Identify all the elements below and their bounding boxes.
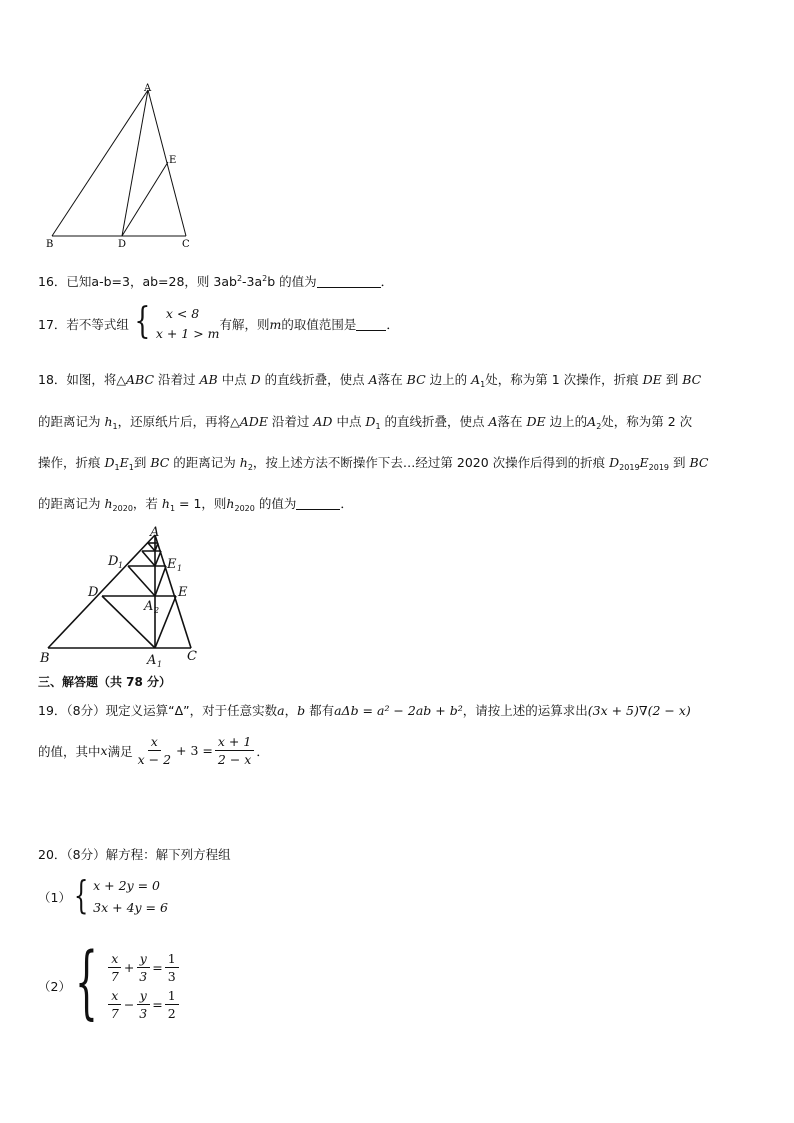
fraction-numerator: x <box>108 988 121 1005</box>
q19-text-c: 都有 <box>305 703 335 718</box>
q19-text-b: ， <box>284 703 298 718</box>
q18-text: 处，称为第 1 次操作，折痕 <box>485 372 643 387</box>
q20-part-1-brace: { <box>73 873 89 917</box>
label-e1: E <box>167 557 177 572</box>
label-d1: D <box>108 554 119 569</box>
q17-var-m: m <box>269 316 282 332</box>
q18-line-4 <box>38 494 353 519</box>
q19-formula: aΔb = a² − 2ab + b² <box>334 703 463 718</box>
label-a: A <box>144 83 152 94</box>
q18-text: 处，称为第 2 次 <box>601 414 693 429</box>
q18-math: A <box>471 372 481 387</box>
label-b: B <box>40 651 50 666</box>
q18-sub: 2019 <box>619 463 640 472</box>
q20-p2-equation-1 <box>106 951 181 984</box>
fraction <box>108 951 122 984</box>
fraction-numerator: 1 <box>165 988 179 1005</box>
q18-text: 落在 <box>377 372 407 387</box>
q20-part-2-system <box>106 951 181 1021</box>
q19-score: （8分） <box>66 703 106 718</box>
q18-answer-blank[interactable] <box>296 497 340 510</box>
q16-end: ． <box>380 274 394 289</box>
q18-math: D <box>250 372 261 387</box>
q18-text: 到 <box>661 372 683 387</box>
label-b: B <box>46 239 54 250</box>
q18-sub: 1 <box>112 422 118 431</box>
q19-fraction-1 <box>135 734 174 767</box>
q18-math: h <box>161 496 170 511</box>
segment-ab <box>52 90 148 236</box>
fraction <box>136 951 150 984</box>
q19-plus-three: + 3 = <box>176 743 213 758</box>
segment-e1a2 <box>155 566 166 596</box>
q20-part-2-label: （2） <box>38 979 71 994</box>
label-e1-sub: 1 <box>177 564 183 573</box>
label-d: D <box>88 585 99 600</box>
equals-sign: = <box>152 960 163 975</box>
q18-text: 如图，将△ <box>66 372 127 387</box>
q18-text: 沿着过 <box>154 372 200 387</box>
segment-e2a3 <box>155 551 161 566</box>
q18-math: A <box>587 414 597 429</box>
label-c: C <box>187 649 197 664</box>
q16-text-a: 已知a-b=3，ab=28，则 3ab <box>66 274 237 289</box>
q18-sub: 2020 <box>234 504 255 513</box>
q18-sub: 2 <box>596 422 602 431</box>
q19-line-2 <box>38 734 269 767</box>
q17-suffix-b: 的取值范围是 <box>281 317 357 332</box>
q16-answer-blank[interactable] <box>317 275 381 288</box>
section-heading: 三、解答题（共 78 分） <box>38 675 172 689</box>
q18-text: 操作，折痕 <box>38 455 105 470</box>
q18-math: DE <box>642 372 662 387</box>
triangle-figure-2 <box>36 524 216 670</box>
q20-part-1 <box>38 873 168 921</box>
q17-number: 17． <box>38 317 67 332</box>
q18-math: D <box>104 455 115 470</box>
q18-math: h <box>104 496 113 511</box>
q16-text-c: b 的值为 <box>267 274 317 289</box>
label-a1-sub: 1 <box>157 660 163 669</box>
segment-d2a3 <box>142 551 155 566</box>
q18-text: 的距离记为 <box>169 455 240 470</box>
label-a: A <box>150 525 160 540</box>
segment-ab <box>48 535 155 648</box>
fraction-numerator: x <box>108 951 121 968</box>
q18-text: 的直线折叠，使点 <box>260 372 369 387</box>
q18-text: ，按上述方法不断操作下去…经过第 2020 次操作后得到的折痕 <box>252 455 610 470</box>
q18-math: AD <box>313 414 333 429</box>
q18-text: 中点 <box>217 372 251 387</box>
q18-math: h <box>226 496 235 511</box>
q18-sub: 2 <box>247 463 253 472</box>
q18-sub: 1 <box>169 504 176 513</box>
q18-text: 的距离记为 <box>38 496 105 511</box>
q19-text-f: 满足 <box>107 743 133 759</box>
q17-brace: { <box>134 301 151 342</box>
q18-number: 18． <box>38 372 67 387</box>
q18-text: 沿着过 <box>267 414 314 429</box>
q18-text: 到 <box>669 455 690 470</box>
question-17 <box>38 302 399 346</box>
q17-system <box>156 304 220 344</box>
label-d: D <box>118 239 127 250</box>
q18-math: ABC <box>126 372 155 387</box>
q19-fraction-2 <box>215 734 254 767</box>
q17-line-1: x < 8 <box>165 306 200 321</box>
q17-line-2: x + 1 > m <box>155 326 220 341</box>
question-16 <box>38 272 393 290</box>
q20-p1-equation-1: x + 2y = 0 <box>93 878 160 893</box>
q17-end: ． <box>386 317 399 332</box>
q20-part-1-system <box>93 875 168 919</box>
fraction-numerator: y <box>137 988 150 1005</box>
q18-math: h <box>104 414 113 429</box>
q20-p2-equation-2 <box>106 988 181 1021</box>
q18-line-3 <box>38 453 708 478</box>
q18-line-2 <box>38 412 692 437</box>
fraction-numerator: x <box>148 734 161 751</box>
q19-text-a: 现定义运算“Δ”，对于任意实数 <box>105 703 278 718</box>
q18-math: A <box>488 414 498 429</box>
fraction-denominator: 3 <box>139 969 148 984</box>
q19-text-d: ，请按上述的运算求出 <box>462 703 588 718</box>
q18-math: A <box>368 372 378 387</box>
q19-number: 19． <box>38 703 67 718</box>
q19-text-e: 的值，其中 <box>38 743 101 759</box>
q18-math: ADE <box>239 414 268 429</box>
q16-text-b: -3a <box>242 274 263 289</box>
q18-math: E <box>119 455 129 470</box>
segment-d3a4 <box>148 543 155 551</box>
equals-sign: = <box>152 997 163 1012</box>
q18-math: D <box>365 414 376 429</box>
fraction <box>108 988 122 1021</box>
q19-var-b: b <box>297 703 306 718</box>
q18-math: BC <box>682 372 702 387</box>
fraction <box>136 988 150 1021</box>
label-a2: A <box>144 599 154 614</box>
q18-sub: 1 <box>114 463 120 472</box>
fraction-numerator: x + 1 <box>215 734 254 751</box>
q18-math: h <box>239 455 248 470</box>
triangle-figure-1 <box>40 80 210 255</box>
fraction-numerator: 1 <box>165 951 179 968</box>
q20-part-1-label: （1） <box>38 890 71 905</box>
fraction-numerator: y <box>137 951 150 968</box>
fraction-denominator: 3 <box>167 969 176 984</box>
label-e: E <box>169 155 177 166</box>
q18-sub: 1 <box>480 380 486 389</box>
q17-suffix-a: 有解，则 <box>219 317 270 332</box>
segment-d1a2 <box>128 566 155 596</box>
q18-math: BC <box>150 455 170 470</box>
q18-math: E <box>639 455 649 470</box>
fraction-denominator: 2 <box>167 1006 176 1021</box>
q18-sub: 2019 <box>648 463 670 472</box>
q18-sub: 2020 <box>112 504 133 513</box>
fraction-denominator: 7 <box>110 969 119 984</box>
label-e: E <box>178 585 188 600</box>
q18-text: 边上的 <box>545 414 588 429</box>
q18-math: DE <box>526 414 546 429</box>
fraction-denominator: 3 <box>139 1006 148 1021</box>
q18-end: ． <box>340 496 353 511</box>
q18-text: 的距离记为 <box>38 414 105 429</box>
q19-line-1 <box>38 701 691 721</box>
q18-text: 的直线折叠，使点 <box>380 414 489 429</box>
operator: + <box>123 960 135 975</box>
label-a1: A <box>147 653 157 668</box>
segment-ad <box>122 90 148 236</box>
q19-var-x: x <box>100 743 108 758</box>
fraction <box>165 988 179 1021</box>
fraction-denominator: x − 2 <box>137 752 172 767</box>
q18-sub: 1 <box>375 422 381 431</box>
q17-prefix: 若不等式组 <box>66 317 129 332</box>
q16-number: 16． <box>38 274 67 289</box>
q18-text: ，还原纸片后，再将△ <box>117 414 240 429</box>
q18-text: ，若 <box>132 496 162 511</box>
q20-p1-equation-2: 3x + 4y = 6 <box>93 900 168 915</box>
q18-text: 边上的 <box>425 372 472 387</box>
fraction-denominator: 2 − x <box>217 752 252 767</box>
q20-part-2-brace: { <box>74 935 98 1028</box>
q19-expression: (3x + 5)∇(2 − x) <box>587 703 691 718</box>
q20-number: 20． <box>38 847 67 862</box>
q18-text: 的值为 <box>254 496 297 511</box>
operator: − <box>123 997 135 1012</box>
q19-end: ． <box>256 743 269 759</box>
q20-score: （8分） <box>66 847 106 862</box>
q17-answer-blank[interactable] <box>356 318 386 331</box>
q18-math: BC <box>689 455 709 470</box>
q20-heading <box>38 845 231 863</box>
label-a2-sub: 2 <box>154 606 160 615</box>
q18-text: 落在 <box>497 414 527 429</box>
q20-text: 解方程：解下列方程组 <box>105 847 231 862</box>
q18-math: AB <box>199 372 218 387</box>
q18-line-1 <box>38 370 701 395</box>
q18-sub: 1 <box>128 463 134 472</box>
fraction <box>165 951 179 984</box>
q19-var-a: a <box>277 703 285 718</box>
label-c: C <box>182 239 190 250</box>
q16-sup-a: 2 <box>236 274 243 283</box>
q18-math: BC <box>406 372 426 387</box>
label-d1-sub: 1 <box>118 561 124 570</box>
q20-part-2 <box>38 935 181 1032</box>
q18-math: D <box>609 455 620 470</box>
q18-text: 到 <box>133 455 151 470</box>
q18-text: = 1，则 <box>175 496 227 511</box>
fraction-denominator: 7 <box>110 1006 119 1021</box>
q18-text: 中点 <box>332 414 366 429</box>
segment-ea1 <box>155 596 176 648</box>
q16-sup-b: 2 <box>262 274 268 283</box>
